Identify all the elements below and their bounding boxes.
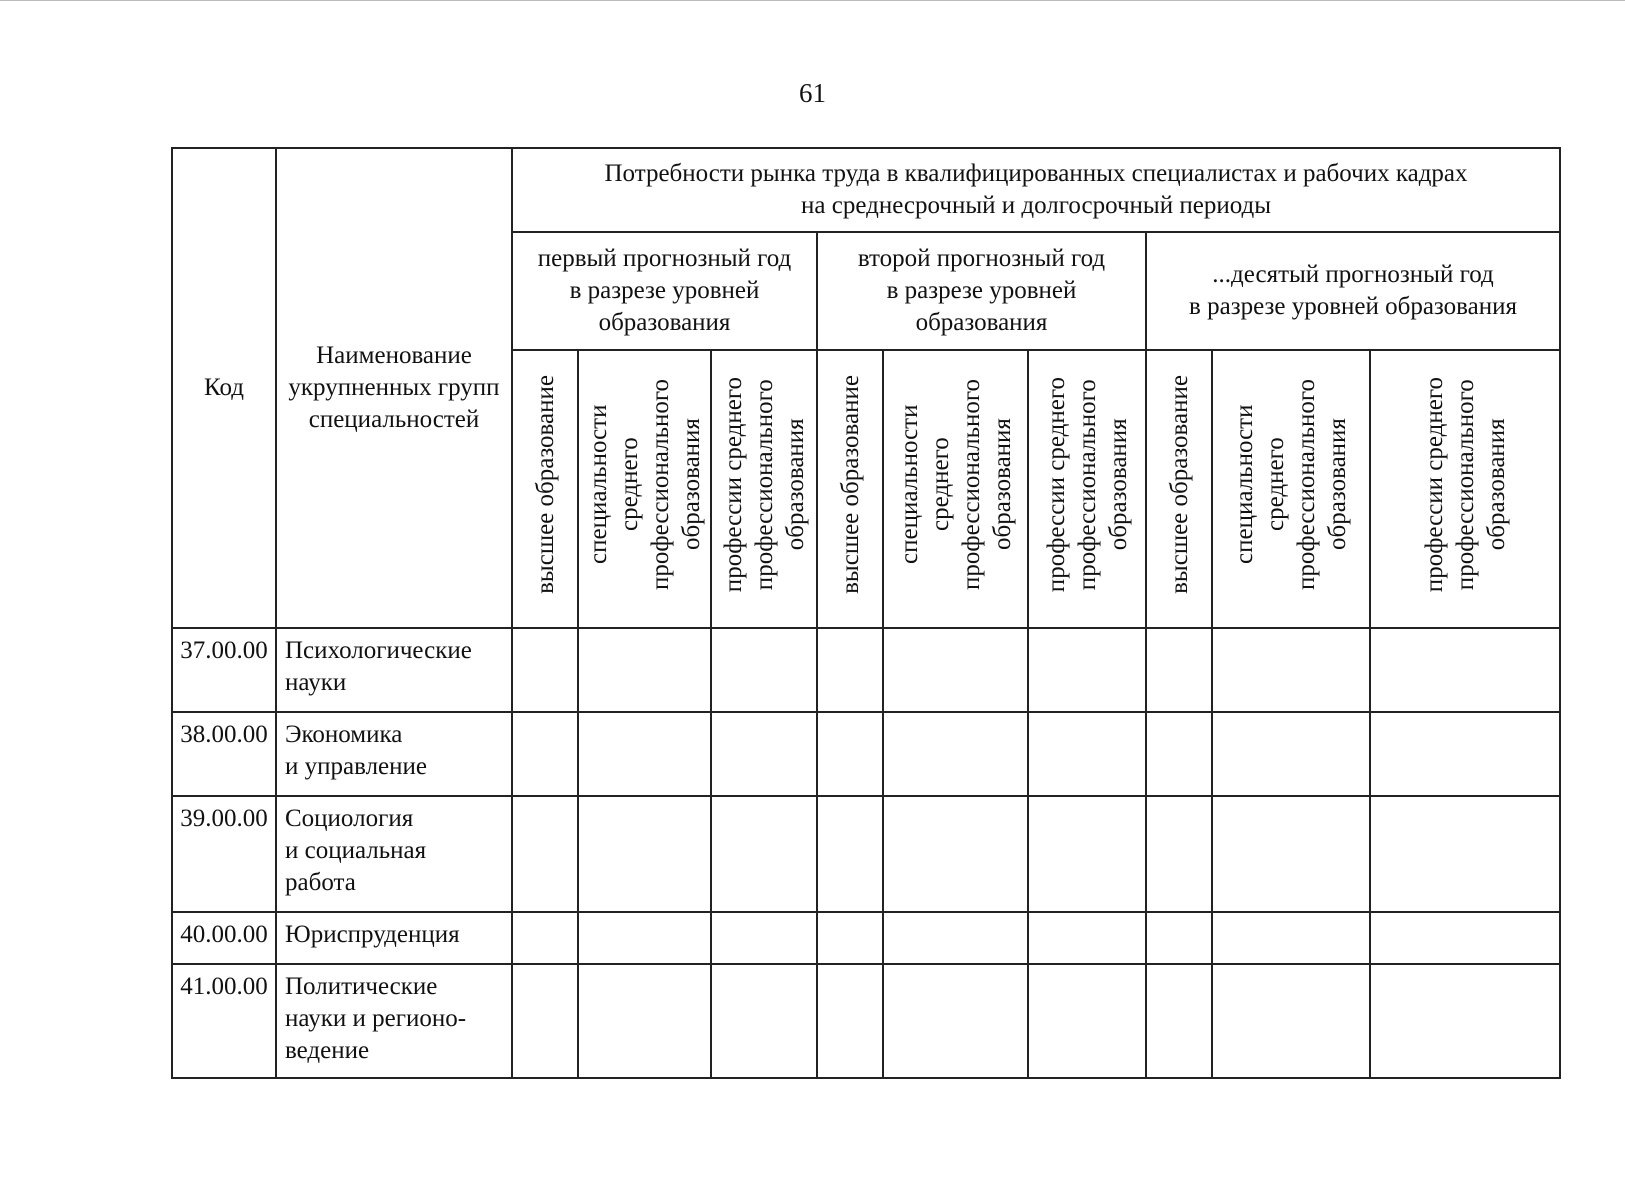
- vertical-label-line: профессии среднего: [1420, 376, 1448, 593]
- empty-value-cell: [1370, 964, 1560, 1078]
- table-row: [172, 964, 1560, 1078]
- spo-professions-header: [1370, 350, 1560, 628]
- empty-value-cell: [578, 912, 711, 964]
- empty-value-cell: [578, 628, 711, 712]
- group-name-cell: [276, 712, 512, 796]
- page-number: 61: [799, 78, 826, 108]
- vertical-label-line: образования: [988, 418, 1016, 551]
- empty-value-cell: [711, 912, 817, 964]
- vertical-label-line: специальности: [1231, 404, 1258, 565]
- table-row: [172, 628, 1560, 712]
- spo-specialties-header: [578, 350, 711, 628]
- spo-professions-header: [711, 350, 817, 628]
- empty-value-cell: [711, 628, 817, 712]
- name-header-line: укрупненных групп: [288, 374, 500, 401]
- empty-value-cell: [1146, 628, 1212, 712]
- empty-value-cell: [1212, 712, 1370, 796]
- empty-value-cell: [817, 912, 883, 964]
- empty-value-cell: [883, 796, 1028, 912]
- vertical-label-line: профессионального: [1073, 379, 1101, 590]
- empty-value-cell: [1370, 912, 1560, 964]
- vertical-label-line: высшее образование: [1165, 375, 1193, 594]
- vertical-label: [1419, 377, 1512, 592]
- name-header: [276, 148, 512, 628]
- empty-value-cell: [817, 628, 883, 712]
- empty-value-cell: [883, 912, 1028, 964]
- labor-market-table: [171, 147, 1561, 1079]
- year-header-line: ...десятый прогнозный год: [1212, 261, 1494, 288]
- spo-professions-header: [1028, 350, 1146, 628]
- empty-value-cell: [1212, 628, 1370, 712]
- empty-value-cell: [883, 628, 1028, 712]
- empty-value-cell: [1028, 912, 1146, 964]
- vertical-label: [718, 377, 811, 592]
- table-row: [172, 796, 1560, 912]
- group-name-cell: [276, 912, 512, 964]
- group-name-line: ведение: [285, 1037, 370, 1064]
- vertical-label: [530, 375, 561, 594]
- year-2-header: [817, 232, 1146, 350]
- spo-specialties-header: [1212, 350, 1370, 628]
- vertical-label: [1041, 377, 1134, 592]
- vertical-label: [1229, 379, 1353, 590]
- needs-header-line: Потребности рынка труда в квалифицированных специалистах и рабочих кадрах: [604, 160, 1468, 187]
- empty-value-cell: [1146, 712, 1212, 796]
- empty-value-cell: [578, 796, 711, 912]
- higher-education-header: [1146, 350, 1212, 628]
- group-name-cell: [276, 964, 512, 1078]
- empty-value-cell: [817, 964, 883, 1078]
- empty-value-cell: [711, 712, 817, 796]
- group-name-line: и социальная: [285, 837, 427, 864]
- vertical-label-line: профессионального: [957, 379, 985, 590]
- group-name-line: Политические: [285, 973, 438, 1000]
- vertical-label-line: среднего: [1262, 437, 1289, 532]
- needs-header: [512, 148, 1560, 232]
- vertical-label-line: профессионального: [646, 379, 674, 590]
- empty-value-cell: [512, 712, 578, 796]
- empty-value-cell: [817, 712, 883, 796]
- vertical-label-line: специальности: [584, 404, 612, 565]
- vertical-label-line: образования: [677, 418, 705, 551]
- name-header-line: Наименование: [316, 342, 472, 369]
- empty-value-cell: [1028, 796, 1146, 912]
- empty-value-cell: [1370, 628, 1560, 712]
- group-name-cell: [276, 796, 512, 912]
- group-name-cell: [276, 628, 512, 712]
- empty-value-cell: [1146, 796, 1212, 912]
- needs-header-line: на среднесрочный и долгосрочный периоды: [801, 192, 1271, 219]
- vertical-label-line: образования: [781, 418, 809, 551]
- spo-specialties-header: [883, 350, 1028, 628]
- empty-value-cell: [1028, 964, 1146, 1078]
- empty-value-cell: [1146, 912, 1212, 964]
- empty-value-cell: [883, 964, 1028, 1078]
- vertical-label: [894, 379, 1018, 590]
- empty-value-cell: [512, 964, 578, 1078]
- empty-value-cell: [1146, 964, 1212, 1078]
- vertical-label-line: профессионального: [1293, 379, 1320, 590]
- table-row: [172, 912, 1560, 964]
- group-name-line: и управление: [285, 753, 428, 780]
- year-header-line: образования: [598, 309, 731, 336]
- group-name-line: Юриспруденция: [285, 921, 460, 948]
- empty-value-cell: [578, 712, 711, 796]
- code-cell: 38.00.00: [172, 712, 276, 796]
- vertical-label-line: образования: [1324, 418, 1351, 551]
- name-header-line: специальностей: [308, 406, 480, 433]
- vertical-label-line: профессионального: [1451, 379, 1479, 590]
- year-10-header: [1146, 232, 1560, 350]
- code-cell: 37.00.00: [172, 628, 276, 712]
- year-header-line: в разрезе уровней: [569, 277, 760, 304]
- group-name-line: работа: [285, 869, 356, 896]
- year-header-line: в разрезе уровней образования: [1189, 293, 1517, 320]
- group-name-line: Социология: [285, 805, 414, 832]
- group-name-line: Психологические: [285, 637, 472, 664]
- code-header: Код: [172, 148, 276, 628]
- higher-education-header: [817, 350, 883, 628]
- group-name-line: науки и регионо-: [285, 1005, 467, 1032]
- vertical-label: [1164, 375, 1195, 594]
- vertical-label-line: среднего: [615, 437, 643, 532]
- table-row: [172, 712, 1560, 796]
- vertical-label: [835, 375, 866, 594]
- year-1-header: [512, 232, 817, 350]
- year-header-line: в разрезе уровней: [886, 277, 1077, 304]
- vertical-label-line: высшее образование: [836, 375, 864, 594]
- empty-value-cell: [711, 796, 817, 912]
- empty-value-cell: [578, 964, 711, 1078]
- vertical-label-line: среднего: [926, 437, 954, 532]
- empty-value-cell: [1212, 912, 1370, 964]
- group-name-line: Экономика: [285, 721, 403, 748]
- empty-value-cell: [1212, 796, 1370, 912]
- code-cell: 40.00.00: [172, 912, 276, 964]
- empty-value-cell: [512, 912, 578, 964]
- vertical-label: [583, 379, 707, 590]
- vertical-label-line: образования: [1482, 418, 1510, 551]
- code-cell: 39.00.00: [172, 796, 276, 912]
- vertical-label-line: образования: [1104, 418, 1132, 551]
- top-rule: [0, 0, 1625, 1]
- vertical-label-line: специальности: [895, 404, 923, 565]
- empty-value-cell: [1028, 628, 1146, 712]
- empty-value-cell: [883, 712, 1028, 796]
- empty-value-cell: [512, 628, 578, 712]
- empty-value-cell: [1028, 712, 1146, 796]
- vertical-label-line: высшее образование: [531, 375, 559, 594]
- group-name-line: науки: [285, 669, 347, 696]
- empty-value-cell: [1370, 712, 1560, 796]
- year-header-line: образования: [915, 309, 1048, 336]
- vertical-label-line: профессии среднего: [1042, 376, 1070, 593]
- code-cell: 41.00.00: [172, 964, 276, 1078]
- vertical-label-line: профессии среднего: [719, 376, 747, 593]
- empty-value-cell: [1212, 964, 1370, 1078]
- empty-value-cell: [711, 964, 817, 1078]
- empty-value-cell: [1370, 796, 1560, 912]
- vertical-label-line: профессионального: [750, 379, 778, 590]
- year-header-line: первый прогнозный год: [537, 245, 792, 272]
- higher-education-header: [512, 350, 578, 628]
- year-header-line: второй прогнозный год: [857, 245, 1106, 272]
- empty-value-cell: [512, 796, 578, 912]
- empty-value-cell: [817, 796, 883, 912]
